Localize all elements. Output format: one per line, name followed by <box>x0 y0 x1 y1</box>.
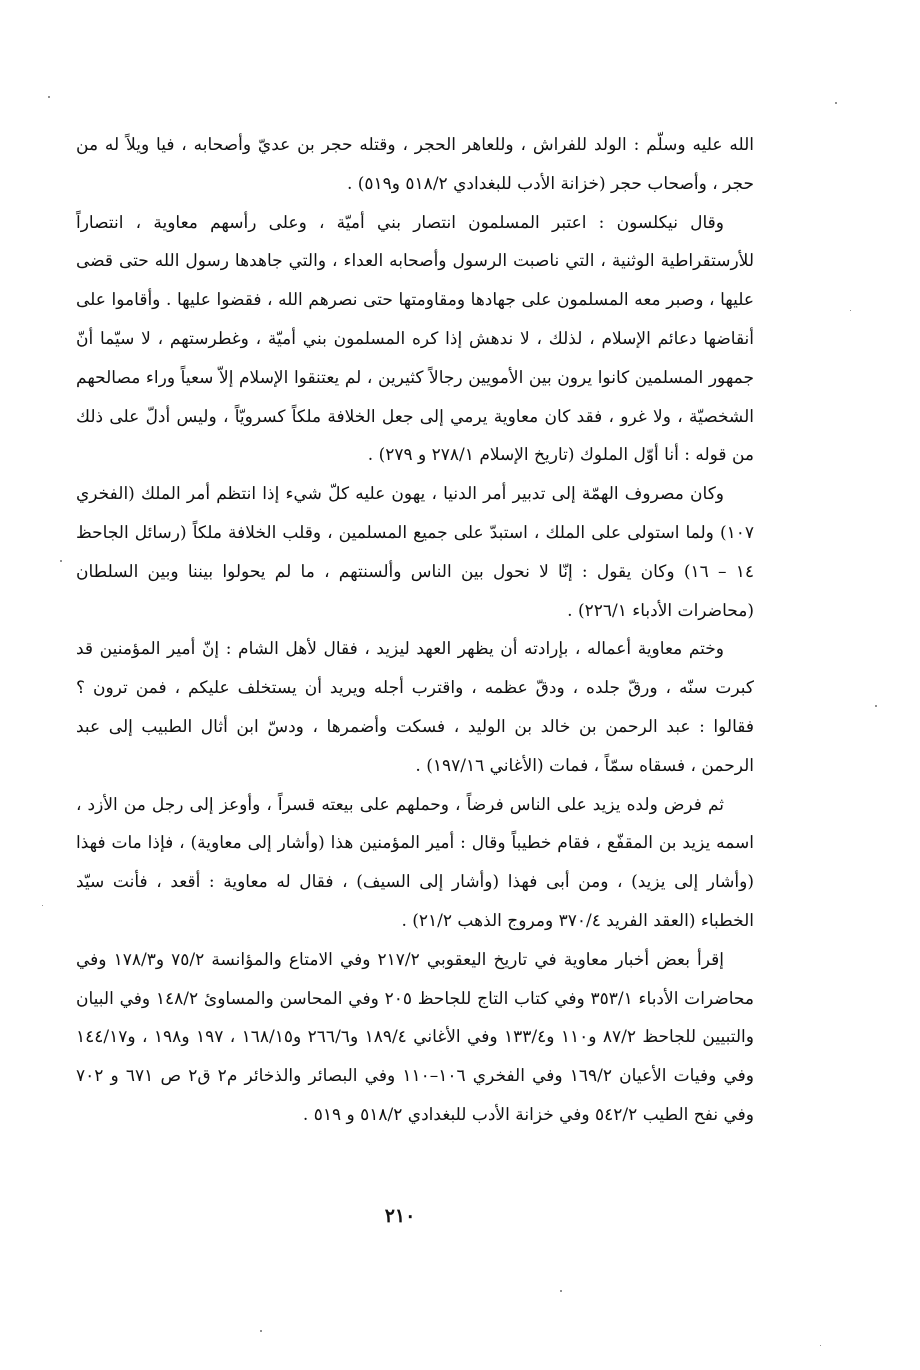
paragraph-2: وقال نيكلسون : اعتبر المسلمون انتصار بني أميّة ، وعلى رأسهم معاوية ، انتصاراً للأرستقراطية الوثنية ، التي ناصبت الرسول وأصحابه العداء ، والتي جاهدها رسول الله حتى قضى عليها ، وصبر معه المسلمون على جهادها ومقاومتها حتى نصرهم الله ، فقضوا عليها . وأقاموا على أنقاضها دعائم الإسلام ، لذلك ، لا ندهش إذا كره المسلمون بني أميّة ، وغطرستهم ، لا سيّما أنّ جمهور المسلمين كانوا يرون بين الأمويين رجالاً كثيرين ، لم يعتنقوا الإسلام إلاّ سعياً وراء مصالحهم الشخصيّة ، ولا غرو ، فقد كان معاوية يرمي إلى جعل الخلافة ملكاً كسرويّاً ، وليس أدلّ على ذلك من قوله : أنا أوّل الملوك (تاريخ الإسلام ٢٧٨/١ و ٢٧٩) . <box>76 212 754 466</box>
scan-speck <box>835 102 837 104</box>
scan-speck <box>875 705 877 707</box>
paragraph-4: وختم معاوية أعماله ، بإرادته أن يظهر العهد ليزيد ، فقال لأهل الشام : إنّ أمير المؤمنين قد كبرت سنّه ، ورقّ جلده ، ودقّ عظمه ، واقترب أجله ويريد أن يستخلف عليكم ، فمن ترون ؟ فقالوا : عبد الرحمن بن خالد بن الوليد ، فسكت وأضمرها ، ودسّ ابن أثال الطبيب إلى عبد الرحمن ، فسقاه سمّاً ، فمات (الأغاني ١٩٧/١٦) . <box>76 639 754 776</box>
scan-speck <box>850 310 851 311</box>
scan-speck <box>560 1290 562 1292</box>
paragraph-5: ثم فرض ولده يزيد على الناس فرضاً ، وحملهم على بيعته قسراً ، وأوعز إلى رجل من الأزد ، اسمه يزيد بن المقفّع ، فقام خطيباً وقال : أمير المؤمنين هذا (وأشار إلى معاوية) ، فإذا مات فهذا (وأشار إلى يزيد) ، ومن أبى فهذا (وأشار إلى السيف) ، فقال له معاوية : أقعد ، فأنت سيّد الخطباء (العقد الفريد ٣٧٠/٤ ومروج الذهب ٢١/٢) . <box>76 794 754 931</box>
paragraph-1: الله عليه وسلّم : الولد للفراش ، وللعاهر الحجر ، وقتله حجر بن عديّ وأصحابه ، فيا ويلاً له من حجر ، وأصحاب حجر (خزانة الأدب للبغدادي ٥١٨/٢ و٥١٩) . <box>76 135 754 194</box>
scan-speck <box>820 1345 821 1346</box>
scan-speck <box>260 1330 262 1332</box>
scan-speck <box>42 905 43 906</box>
page-number: ٢١٠ <box>384 1205 416 1227</box>
paragraph-6: إقرأ بعض أخبار معاوية في تاريخ اليعقوبي ٢١٧/٢ وفي الامتاع والمؤانسة ٧٥/٢ و١٧٨/٣ وفي محاضرات الأدباء ٣٥٣/١ وفي كتاب التاج للجاحظ ٢٠٥ وفي المحاسن والمساوئ ١٤٨/٢ وفي البيان والتبيين للجاحظ ٨٧/٢ و١١٠ و١٣٣/٤ وفي الأغاني ١٨٩/٤ و٢٦٦/٦ و١٦٨/١٥ ، ١٩٧ و١٩٨ ، و١٤٤/١٧ وفي وفيات الأعيان ١٦٩/٢ وفي الفخري ١٠٦–١١٠ وفي البصائر والذخائر م٢ ق٢ ص ٦٧١ و ٧٠٢ وفي نفح الطيب ٥٤٢/٢ وفي خزانة الأدب للبغدادي ٥١٨/٢ و ٥١٩ . <box>76 949 754 1125</box>
scan-speck <box>48 96 50 98</box>
scan-speck <box>60 560 62 562</box>
paragraph-3: وكان مصروف الهمّة إلى تدبير أمر الدنيا ، يهون عليه كلّ شيء إذا انتظم أمر الملك (الفخري ١٠٧) ولما استولى على الملك ، استبدّ على جميع المسلمين ، وقلب الخلافة ملكاً (رسائل الجاحظ ١٤ – ١٦) وكان يقول : إنّا لا نحول بين الناس وألسنتهم ، ما لم يحولوا بيننا وبين السلطان (محاضرات الأدباء ٢٢٦/١) . <box>76 484 754 621</box>
page-body-text <box>76 126 754 1135</box>
